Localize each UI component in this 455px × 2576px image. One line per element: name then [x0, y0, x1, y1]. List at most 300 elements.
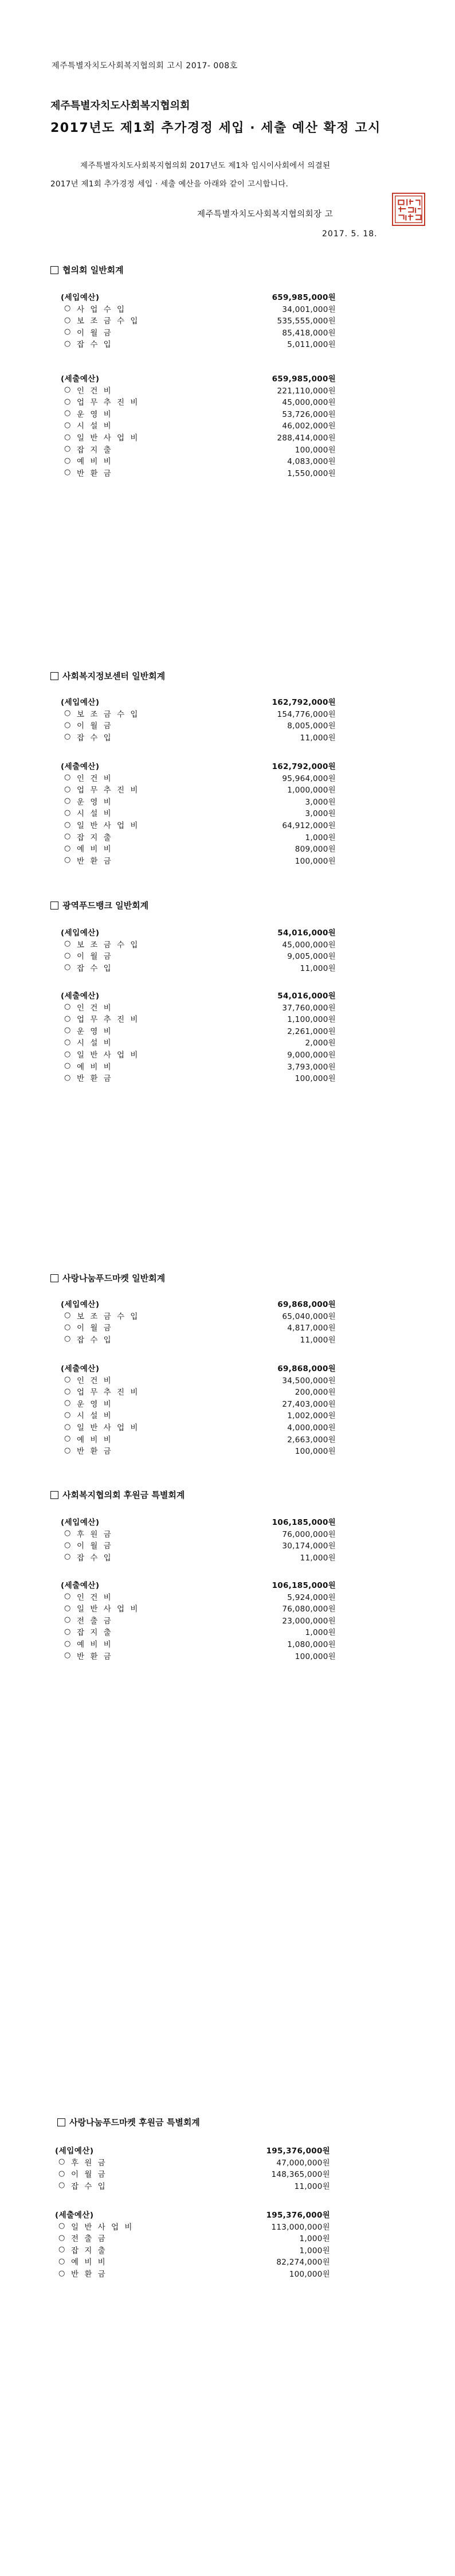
circle-bullet-icon: ○: [64, 339, 71, 348]
circle-bullet-icon: ○: [58, 2233, 65, 2242]
circle-bullet-icon: ○: [64, 444, 71, 454]
line-item-label: 잡 수 입: [77, 340, 113, 350]
circle-bullet-icon: ○: [64, 1334, 71, 1344]
circle-bullet-icon: ○: [64, 420, 71, 430]
line-item-label: 이 월 금: [77, 1324, 113, 1333]
line-item-label: 운 영 비: [77, 1399, 113, 1409]
signer-name: 제주특별자치도사회복지협의회장 고: [197, 210, 334, 219]
circle-bullet-icon: ○: [64, 432, 71, 442]
budget-line-item: [64, 806, 336, 819]
income-budget-label: (세입예산): [61, 1518, 100, 1527]
line-item-label: 시 설 비: [77, 1039, 113, 1048]
budget-line-item: [58, 2267, 330, 2280]
income-budget-header: [61, 1515, 336, 1528]
line-item-amount: 100,000원: [295, 1447, 336, 1457]
budget-line-item: [64, 314, 336, 326]
expense-budget-label: (세출예산): [61, 1364, 100, 1373]
line-item-label: 예 비 비: [77, 1062, 113, 1072]
line-item-amount: 2,261,000원: [287, 1027, 336, 1036]
budget-line-item: [64, 1397, 336, 1410]
section-title-text: 사회복지협의회 후원금 특별회계: [62, 1490, 185, 1500]
budget-line-item: [64, 1527, 336, 1540]
checkbox-square-icon: [57, 2118, 65, 2126]
circle-bullet-icon: ○: [64, 1014, 71, 1023]
line-item-amount: 4,083,000원: [287, 457, 336, 467]
income-budget-total: 195,376,000원: [266, 2146, 330, 2156]
notice-date: 2017. 5. 18.: [322, 229, 378, 239]
line-item-label: 전 출 금: [71, 2234, 107, 2244]
circle-bullet-icon: ○: [64, 456, 71, 465]
line-item-amount: 221,110,000원: [277, 386, 336, 396]
budget-line-item: [64, 719, 336, 731]
line-item-label: 보 조 금 수 입: [77, 1312, 140, 1321]
budget-line-item: [64, 1024, 336, 1037]
line-item-amount: 64,912,000원: [282, 821, 336, 830]
line-item-amount: 1,000원: [299, 2246, 330, 2255]
line-item-label: 일 반 사 업 비: [77, 1423, 140, 1433]
checkbox-square-icon: [50, 1491, 58, 1499]
budget-line-item: [64, 1060, 336, 1072]
budget-line-item: [64, 707, 336, 720]
budget-line-item: [64, 1373, 336, 1386]
line-item-amount: 2,663,000원: [287, 1435, 336, 1445]
circle-bullet-icon: ○: [64, 1552, 71, 1562]
line-item-amount: 11,000원: [300, 1335, 336, 1345]
circle-bullet-icon: ○: [64, 385, 71, 395]
expense-budget-header: [61, 372, 336, 384]
line-item-amount: 9,000,000원: [287, 1051, 336, 1060]
budget-line-item: [58, 2243, 330, 2256]
circle-bullet-icon: ○: [64, 315, 71, 325]
line-item-amount: 34,500,000원: [282, 1376, 336, 1385]
budget-line-item: [64, 830, 336, 843]
budget-line-item: [64, 1048, 336, 1060]
line-item-amount: 200,000원: [295, 1388, 336, 1398]
budget-line-item: [64, 407, 336, 420]
expense-budget-header: [55, 2208, 330, 2220]
line-item-label: 반 환 금: [77, 1074, 113, 1084]
budget-line-item: [64, 431, 336, 443]
line-item-label: 반 환 금: [77, 469, 113, 478]
circle-bullet-icon: ○: [64, 1387, 71, 1396]
budget-line-item: [64, 1036, 336, 1048]
budget-line-item: [64, 1614, 336, 1626]
budget-line-item: [64, 854, 336, 867]
budget-line-item: [64, 1539, 336, 1551]
checkbox-square-icon: [50, 901, 58, 910]
income-budget-header: [61, 695, 336, 708]
official-seal: [392, 193, 425, 226]
line-item-label: 보 조 금 수 입: [77, 940, 140, 950]
budget-line-item: [64, 783, 336, 795]
circle-bullet-icon: ○: [64, 784, 71, 794]
line-item-amount: 2,000원: [305, 1039, 336, 1048]
circle-bullet-icon: ○: [64, 1073, 71, 1082]
line-item-amount: 4,000,000원: [287, 1423, 336, 1433]
budget-line-item: [64, 466, 336, 479]
circle-bullet-icon: ○: [64, 939, 71, 949]
circle-bullet-icon: ○: [64, 951, 71, 960]
line-item-label: 전 출 금: [77, 1616, 113, 1626]
line-item-label: 인 건 비: [77, 1376, 113, 1385]
income-budget-label: (세입예산): [61, 1300, 100, 1309]
line-item-amount: 3,000원: [305, 797, 336, 807]
expense-budget-label: (세출예산): [61, 992, 100, 1001]
circle-bullet-icon: ○: [58, 2157, 65, 2167]
line-item-amount: 3,793,000원: [287, 1062, 336, 1072]
circle-bullet-icon: ○: [64, 1375, 71, 1384]
line-item-label: 업 무 추 진 비: [77, 786, 140, 795]
expense-budget-total: 69,868,000원: [277, 1364, 336, 1373]
section-title-text: 사회복지정보센터 일반회계: [62, 671, 166, 681]
line-item-amount: 1,002,000원: [287, 1411, 336, 1421]
circle-bullet-icon: ○: [64, 1615, 71, 1625]
circle-bullet-icon: ○: [64, 720, 71, 729]
budget-line-item: [64, 443, 336, 455]
line-item-label: 업 무 추 진 비: [77, 1015, 140, 1025]
line-item-amount: 11,000원: [294, 2181, 330, 2191]
line-item-amount: 95,964,000원: [282, 774, 336, 783]
budget-line-item: [64, 949, 336, 962]
circle-bullet-icon: ○: [58, 2222, 65, 2231]
line-item-amount: 100,000원: [295, 1652, 336, 1661]
circle-bullet-icon: ○: [64, 856, 71, 865]
line-item-amount: 3,000원: [305, 809, 336, 819]
expense-budget-header: [61, 989, 336, 1001]
line-item-amount: 65,040,000원: [282, 1312, 336, 1321]
circle-bullet-icon: ○: [64, 304, 71, 313]
line-item-amount: 288,414,000원: [277, 434, 336, 443]
line-item-amount: 1,000원: [299, 2234, 330, 2244]
line-item-label: 운 영 비: [77, 797, 113, 807]
line-item-amount: 535,555,000원: [277, 317, 336, 326]
section-title: [50, 264, 124, 276]
line-item-amount: 85,418,000원: [282, 328, 336, 338]
circle-bullet-icon: ○: [64, 832, 71, 841]
budget-line-item: [64, 384, 336, 396]
circle-bullet-icon: ○: [58, 2169, 65, 2178]
circle-bullet-icon: ○: [64, 1603, 71, 1613]
income-budget-total: 54,016,000원: [277, 928, 336, 938]
circle-bullet-icon: ○: [64, 1311, 71, 1320]
section-title: [50, 1272, 165, 1284]
circle-bullet-icon: ○: [64, 1410, 71, 1419]
budget-line-item: [64, 1590, 336, 1603]
line-item-label: 예 비 비: [77, 845, 113, 854]
line-item-amount: 45,000,000원: [282, 398, 336, 408]
budget-line-item: [64, 1385, 336, 1398]
budget-line-item: [64, 1309, 336, 1322]
expense-budget-label: (세출예산): [61, 374, 100, 384]
line-item-label: 예 비 비: [77, 457, 113, 467]
line-item-label: 예 비 비: [77, 1640, 113, 1649]
budget-line-item: [64, 454, 336, 467]
line-item-label: 이 월 금: [77, 721, 113, 731]
circle-bullet-icon: ○: [64, 808, 71, 817]
budget-line-item: [64, 1012, 336, 1025]
budget-line-item: [64, 1001, 336, 1013]
expense-budget-total: 659,985,000원: [272, 374, 336, 384]
expense-budget-total: 195,376,000원: [266, 2211, 330, 2220]
line-item-label: 운 영 비: [77, 1027, 113, 1036]
line-item-label: 시 설 비: [77, 1411, 113, 1421]
section-title: [57, 2116, 200, 2128]
line-item-amount: 1,000원: [305, 1628, 336, 1638]
line-item-amount: 5,011,000원: [287, 340, 336, 350]
checkbox-square-icon: [50, 266, 58, 274]
line-item-label: 잡 수 입: [77, 733, 113, 743]
circle-bullet-icon: ○: [64, 963, 71, 972]
intro-line-1: 제주특별자치도사회복지협의회 2017년도 제1차 임시이사회에서 의결된: [80, 161, 331, 170]
budget-line-item: [58, 2167, 330, 2180]
line-item-amount: 46,002,000원: [282, 421, 336, 431]
line-item-amount: 1,000원: [305, 833, 336, 842]
line-item-label: 이 월 금: [71, 2170, 107, 2180]
section-title-text: 광역푸드뱅크 일반회계: [62, 900, 149, 911]
line-item-label: 예 비 비: [77, 1435, 113, 1445]
income-budget-total: 69,868,000원: [277, 1300, 336, 1309]
income-budget-total: 659,985,000원: [272, 293, 336, 302]
budget-line-item: [58, 2220, 330, 2232]
budget-line-item: [64, 731, 336, 743]
line-item-label: 이 월 금: [77, 952, 113, 962]
expense-budget-header: [61, 759, 336, 772]
circle-bullet-icon: ○: [64, 1639, 71, 1648]
circle-bullet-icon: ○: [64, 844, 71, 853]
circle-bullet-icon: ○: [64, 1049, 71, 1059]
line-item-label: 반 환 금: [77, 1652, 113, 1661]
line-item-label: 사 업 수 입: [77, 305, 127, 314]
line-item-amount: 8,005,000원: [287, 721, 336, 731]
line-item-label: 잡 지 출: [71, 2246, 107, 2255]
circle-bullet-icon: ○: [64, 1422, 71, 1431]
line-item-label: 후 원 금: [77, 1529, 113, 1539]
budget-line-item: [64, 938, 336, 950]
budget-line-item: [64, 1333, 336, 1345]
circle-bullet-icon: ○: [64, 1446, 71, 1455]
budget-line-item: [64, 961, 336, 974]
line-item-amount: 11,000원: [300, 733, 336, 743]
expense-budget-total: 54,016,000원: [277, 992, 336, 1001]
line-item-amount: 76,080,000원: [282, 1605, 336, 1614]
budget-line-item: [58, 2231, 330, 2244]
line-item-amount: 113,000,000원: [271, 2222, 330, 2232]
circle-bullet-icon: ○: [64, 1399, 71, 1408]
expense-budget-label: (세출예산): [61, 762, 100, 771]
line-item-label: 인 건 비: [77, 386, 113, 396]
circle-bullet-icon: ○: [58, 2269, 65, 2278]
circle-bullet-icon: ○: [64, 820, 71, 829]
line-item-label: 잡 지 출: [77, 445, 113, 455]
line-item-amount: 1,100,000원: [287, 1015, 336, 1025]
budget-line-item: [64, 1649, 336, 1662]
line-item-amount: 100,000원: [295, 445, 336, 455]
line-item-amount: 1,000,000원: [287, 786, 336, 795]
expense-budget-label: (세출예산): [55, 2211, 94, 2220]
line-item-label: 시 설 비: [77, 421, 113, 431]
section-title: [50, 899, 148, 911]
income-budget-label: (세입예산): [61, 928, 100, 938]
section-title-text: 협의회 일반회계: [62, 265, 124, 275]
income-budget-label: (세입예산): [55, 2146, 94, 2156]
line-item-amount: 30,174,000원: [282, 1541, 336, 1551]
line-item-label: 잡 수 입: [71, 2181, 107, 2191]
circle-bullet-icon: ○: [64, 1026, 71, 1035]
circle-bullet-icon: ○: [64, 409, 71, 418]
circle-bullet-icon: ○: [64, 1592, 71, 1601]
line-item-label: 이 월 금: [77, 328, 113, 338]
budget-line-item: [64, 1444, 336, 1457]
circle-bullet-icon: ○: [64, 1627, 71, 1636]
expense-budget-total: 162,792,000원: [272, 762, 336, 771]
section-title-text: 사랑나눔푸드마켓 후원금 특별회계: [69, 2117, 200, 2128]
page-title: 2017년도 제1회 추가경정 세입 · 세출 예산 확정 고시: [50, 121, 381, 135]
line-item-label: 잡 수 입: [77, 963, 113, 973]
line-item-amount: 1,550,000원: [287, 469, 336, 478]
section-title: [50, 1489, 185, 1501]
line-item-label: 시 설 비: [77, 809, 113, 819]
line-item-label: 일 반 사 업 비: [71, 2222, 134, 2232]
circle-bullet-icon: ○: [64, 468, 71, 477]
budget-line-item: [64, 1602, 336, 1614]
income-budget-header: [55, 2144, 330, 2156]
line-item-label: 보 조 금 수 입: [77, 709, 140, 719]
circle-bullet-icon: ○: [64, 397, 71, 406]
line-item-amount: 154,776,000원: [277, 709, 336, 719]
notice-number: 제주특별자치도사회복지협의회 고시 2017- 008호: [52, 61, 238, 71]
line-item-label: 일 반 사 업 비: [77, 1051, 140, 1060]
budget-line-item: [64, 419, 336, 431]
line-item-amount: 11,000원: [300, 1553, 336, 1563]
circle-bullet-icon: ○: [58, 2257, 65, 2266]
line-item-amount: 34,001,000원: [282, 305, 336, 314]
line-item-label: 후 원 금: [71, 2158, 107, 2168]
intro-line-2: 2017년 제1회 추가경정 세입 · 세출 예산을 아래와 같이 고시합니다.: [50, 179, 289, 189]
circle-bullet-icon: ○: [58, 2181, 65, 2190]
income-budget-label: (세입예산): [61, 293, 100, 302]
line-item-amount: 45,000,000원: [282, 940, 336, 950]
line-item-amount: 47,000,000원: [276, 2158, 330, 2168]
circle-bullet-icon: ○: [64, 1002, 71, 1012]
budget-line-item: [64, 1433, 336, 1445]
line-item-amount: 53,726,000원: [282, 409, 336, 419]
budget-line-item: [64, 1321, 336, 1333]
line-item-amount: 1,080,000원: [287, 1640, 336, 1649]
budget-line-item: [64, 1420, 336, 1433]
organization-name: 제주특별자치도사회복지협의회: [50, 100, 190, 112]
circle-bullet-icon: ○: [64, 709, 71, 718]
budget-line-item: [64, 818, 336, 831]
checkbox-square-icon: [50, 672, 58, 680]
line-item-label: 인 건 비: [77, 1593, 113, 1602]
circle-bullet-icon: ○: [64, 1540, 71, 1549]
seal-pattern-icon: [393, 194, 424, 225]
circle-bullet-icon: ○: [64, 797, 71, 806]
line-item-label: 일 반 사 업 비: [77, 434, 140, 443]
circle-bullet-icon: ○: [64, 1529, 71, 1538]
budget-line-item: [64, 1625, 336, 1638]
line-item-label: 업 무 추 진 비: [77, 398, 140, 408]
line-item-label: 이 월 금: [77, 1541, 113, 1551]
income-budget-label: (세입예산): [61, 698, 100, 707]
line-item-amount: 100,000원: [289, 2270, 330, 2279]
circle-bullet-icon: ○: [64, 773, 71, 782]
line-item-label: 인 건 비: [77, 774, 113, 783]
line-item-amount: 5,924,000원: [287, 1593, 336, 1602]
line-item-amount: 100,000원: [295, 1074, 336, 1084]
income-budget-header: [61, 290, 336, 303]
budget-line-item: [58, 2179, 330, 2192]
line-item-label: 잡 수 입: [77, 1335, 113, 1345]
budget-line-item: [64, 1637, 336, 1650]
circle-bullet-icon: ○: [64, 1434, 71, 1443]
line-item-amount: 4,817,000원: [287, 1324, 336, 1333]
line-item-amount: 809,000원: [295, 845, 336, 854]
line-item-label: 예 비 비: [71, 2258, 107, 2267]
line-item-label: 인 건 비: [77, 1003, 113, 1013]
budget-line-item: [58, 2255, 330, 2267]
line-item-label: 일 반 사 업 비: [77, 821, 140, 830]
line-item-label: 일 반 사 업 비: [77, 1605, 140, 1614]
income-budget-total: 106,185,000원: [272, 1518, 336, 1527]
circle-bullet-icon: ○: [64, 1037, 71, 1047]
budget-line-item: [64, 771, 336, 784]
line-item-amount: 11,000원: [300, 963, 336, 973]
line-item-label: 보 조 금 수 입: [77, 317, 140, 326]
line-item-amount: 27,403,000원: [282, 1399, 336, 1409]
budget-line-item: [64, 395, 336, 408]
line-item-amount: 9,005,000원: [287, 952, 336, 962]
line-item-label: 업 무 추 진 비: [77, 1388, 140, 1398]
circle-bullet-icon: ○: [64, 1651, 71, 1660]
circle-bullet-icon: ○: [64, 1322, 71, 1332]
line-item-amount: 37,760,000원: [282, 1003, 336, 1013]
budget-line-item: [64, 1408, 336, 1421]
line-item-label: 잡 지 출: [77, 833, 113, 842]
line-item-label: 반 환 금: [77, 1447, 113, 1457]
line-item-label: 반 환 금: [77, 856, 113, 866]
line-item-amount: 100,000원: [295, 856, 336, 866]
budget-line-item: [58, 2156, 330, 2168]
circle-bullet-icon: ○: [64, 1061, 71, 1071]
income-budget-total: 162,792,000원: [272, 698, 336, 707]
line-item-amount: 23,000,000원: [282, 1616, 336, 1626]
section-title-text: 사랑나눔푸드마켓 일반회계: [62, 1273, 166, 1283]
circle-bullet-icon: ○: [58, 2245, 65, 2254]
budget-line-item: [64, 1071, 336, 1084]
line-item-amount: 148,365,000원: [271, 2170, 330, 2180]
line-item-label: 잡 지 출: [77, 1628, 113, 1638]
line-item-label: 잡 수 입: [77, 1553, 113, 1563]
circle-bullet-icon: ○: [64, 327, 71, 337]
budget-line-item: [64, 337, 336, 350]
budget-line-item: [64, 326, 336, 338]
expense-budget-total: 106,185,000원: [272, 1581, 336, 1590]
budget-line-item: [64, 842, 336, 854]
line-item-amount: 76,000,000원: [282, 1529, 336, 1539]
income-budget-header: [61, 926, 336, 938]
section-title: [50, 670, 165, 682]
income-budget-header: [61, 1297, 336, 1310]
expense-budget-header: [61, 1578, 336, 1591]
budget-line-item: [64, 795, 336, 807]
line-item-label: 운 영 비: [77, 409, 113, 419]
budget-line-item: [64, 302, 336, 315]
line-item-label: 반 환 금: [71, 2270, 107, 2279]
circle-bullet-icon: ○: [64, 732, 71, 741]
expense-budget-header: [61, 1361, 336, 1374]
line-item-amount: 82,274,000원: [276, 2258, 330, 2267]
